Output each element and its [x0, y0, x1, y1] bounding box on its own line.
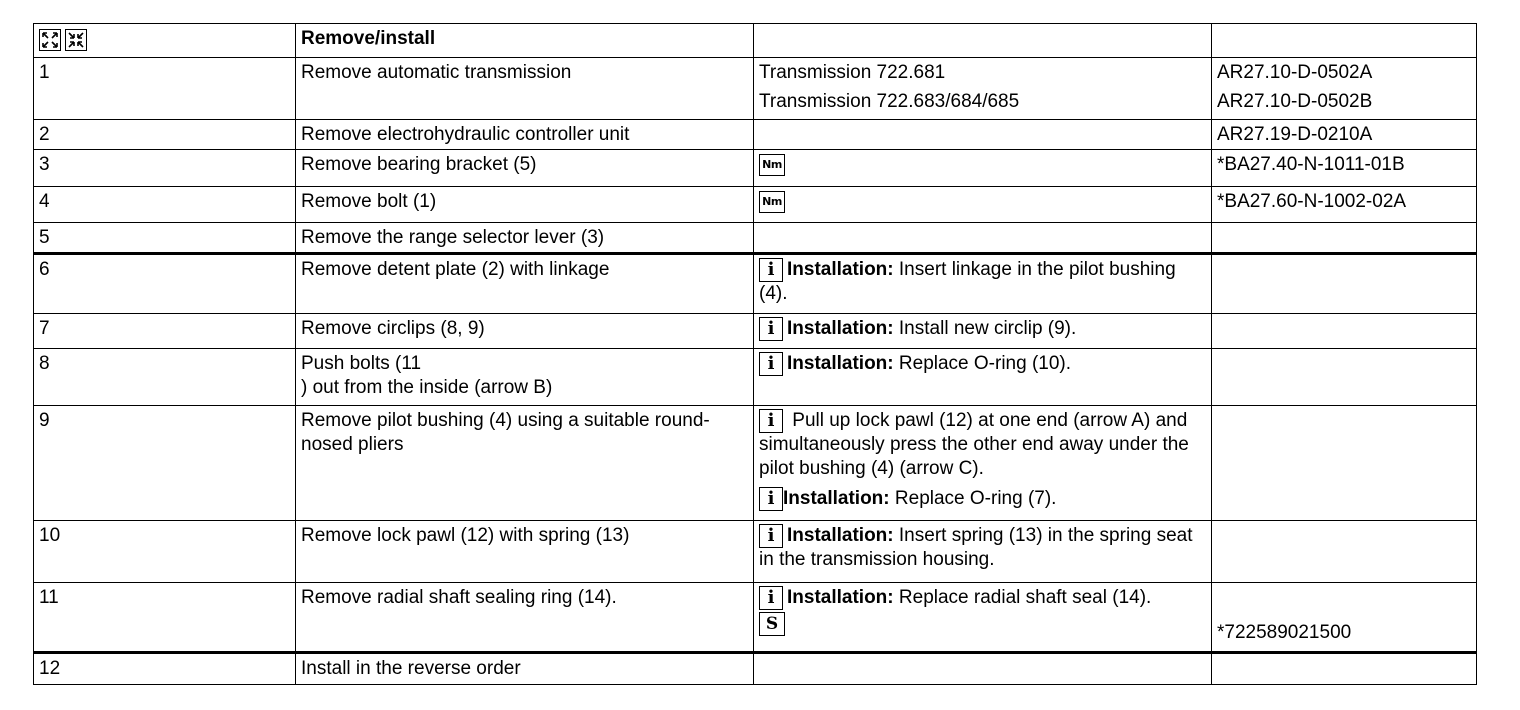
- note-text: Pull up lock pawl (12) at one end (arrow A) and simultaneously press the other end away under the pilot bushing (4) (arrow C).: [759, 410, 1189, 480]
- step-notes: [754, 521, 1212, 583]
- table-row: [34, 653, 1477, 685]
- step-notes: [754, 254, 1212, 314]
- step-notes: [754, 583, 1212, 653]
- step-action: Remove circlips (8, 9): [296, 314, 754, 349]
- ref-link[interactable]: *BA27.40-N-1011-01B: [1212, 150, 1477, 187]
- step-action: [296, 349, 754, 406]
- table-row: [34, 187, 1477, 223]
- note-text: Replace O-ring (10).: [893, 353, 1072, 375]
- header-icons-cell: [34, 24, 296, 58]
- step-number: 2: [34, 120, 296, 150]
- table-row: [34, 150, 1477, 187]
- note-text: Replace radial shaft seal (14).: [893, 587, 1152, 609]
- step-action: Remove detent plate (2) with linkage: [296, 254, 754, 314]
- info-icon[interactable]: i: [759, 524, 783, 548]
- note-text: Replace O-ring (7).: [889, 488, 1057, 510]
- step-notes: [754, 187, 1212, 223]
- installation-label: Installation:: [787, 587, 894, 609]
- step-number: 7: [34, 314, 296, 349]
- step-notes: [754, 406, 1212, 521]
- step-notes: [754, 120, 1212, 150]
- step-refs: [1212, 521, 1477, 583]
- torque-nm-icon[interactable]: Nm: [759, 191, 785, 213]
- step-refs: [1212, 58, 1477, 120]
- installation-label: Installation:: [787, 318, 894, 340]
- installation-label: Installation:: [783, 488, 890, 510]
- info-icon[interactable]: i: [759, 487, 783, 511]
- step-refs: [1212, 223, 1477, 254]
- installation-label: Installation:: [787, 353, 894, 375]
- step-refs: [1212, 254, 1477, 314]
- step-refs: [1212, 349, 1477, 406]
- step-notes: [754, 223, 1212, 254]
- step-action: Remove bearing bracket (5): [296, 150, 754, 187]
- torque-nm-icon[interactable]: Nm: [759, 154, 785, 176]
- step-number: 9: [34, 406, 296, 521]
- step-refs: [1212, 653, 1477, 685]
- step-action: Remove pilot bushing (4) using a suitable round-nosed pliers: [296, 406, 754, 521]
- note-text: Insert linkage in the pilot bushing (4).: [759, 259, 1176, 305]
- table-row: [34, 58, 1477, 120]
- installation-label: Installation:: [787, 259, 894, 281]
- step-notes: [754, 349, 1212, 406]
- info-icon[interactable]: i: [759, 258, 783, 282]
- action-line: Push bolts (11: [301, 353, 422, 374]
- header-title: Remove/install: [296, 24, 754, 58]
- table-row: [34, 521, 1477, 583]
- header-empty-3: [754, 24, 1212, 58]
- expand-all-icon[interactable]: [39, 29, 61, 51]
- step-number: 5: [34, 223, 296, 254]
- step-notes: [754, 653, 1212, 685]
- table-row: [34, 223, 1477, 254]
- info-icon[interactable]: i: [759, 317, 783, 341]
- note-line: Transmission 722.681: [759, 62, 946, 83]
- installation-label: Installation:: [787, 525, 894, 547]
- ref-link[interactable]: *BA27.60-N-1002-02A: [1212, 187, 1477, 223]
- step-refs: [1212, 583, 1477, 653]
- ref-link[interactable]: AR27.19-D-0210A: [1212, 120, 1477, 150]
- step-number: 8: [34, 349, 296, 406]
- step-action: Remove lock pawl (12) with spring (13): [296, 521, 754, 583]
- info-icon[interactable]: i: [759, 352, 783, 376]
- info-icon[interactable]: i: [759, 586, 783, 610]
- step-action: Remove automatic transmission: [296, 58, 754, 120]
- ref-link[interactable]: AR27.10-D-0502A: [1217, 62, 1373, 83]
- ref-link[interactable]: *722589021500: [1217, 622, 1352, 643]
- step-action: Remove the range selector lever (3): [296, 223, 754, 254]
- header-empty-4: [1212, 24, 1477, 58]
- special-tool-icon[interactable]: S: [759, 612, 785, 636]
- table-row: [34, 120, 1477, 150]
- step-notes: [754, 150, 1212, 187]
- note-text: Install new circlip (9).: [893, 318, 1077, 340]
- step-number: 3: [34, 150, 296, 187]
- step-notes: [754, 314, 1212, 349]
- table-row: [34, 583, 1477, 653]
- action-line: ) out from the inside (arrow B): [301, 377, 553, 398]
- step-action: Install in the reverse order: [296, 653, 754, 685]
- note-line: Transmission 722.683/684/685: [759, 91, 1020, 112]
- ref-link[interactable]: AR27.10-D-0502B: [1217, 91, 1373, 112]
- procedure-table: [33, 23, 1477, 685]
- step-number: 11: [34, 583, 296, 653]
- step-action: Remove electrohydraulic controller unit: [296, 120, 754, 150]
- table-row: [34, 406, 1477, 521]
- step-number: 6: [34, 254, 296, 314]
- step-action: Remove bolt (1): [296, 187, 754, 223]
- collapse-all-icon[interactable]: [65, 29, 87, 51]
- note-text: Insert spring (13) in the spring seat in the transmission housing.: [759, 525, 1193, 571]
- step-notes: [754, 58, 1212, 120]
- step-number: 4: [34, 187, 296, 223]
- step-refs: [1212, 314, 1477, 349]
- step-number: 1: [34, 58, 296, 120]
- step-number: 12: [34, 653, 296, 685]
- step-action: Remove radial shaft sealing ring (14).: [296, 583, 754, 653]
- info-icon[interactable]: i: [759, 409, 783, 433]
- table-row: [34, 349, 1477, 406]
- table-row: [34, 314, 1477, 349]
- table-row: [34, 254, 1477, 314]
- step-refs: [1212, 406, 1477, 521]
- step-number: 10: [34, 521, 296, 583]
- header-row: [34, 24, 1477, 58]
